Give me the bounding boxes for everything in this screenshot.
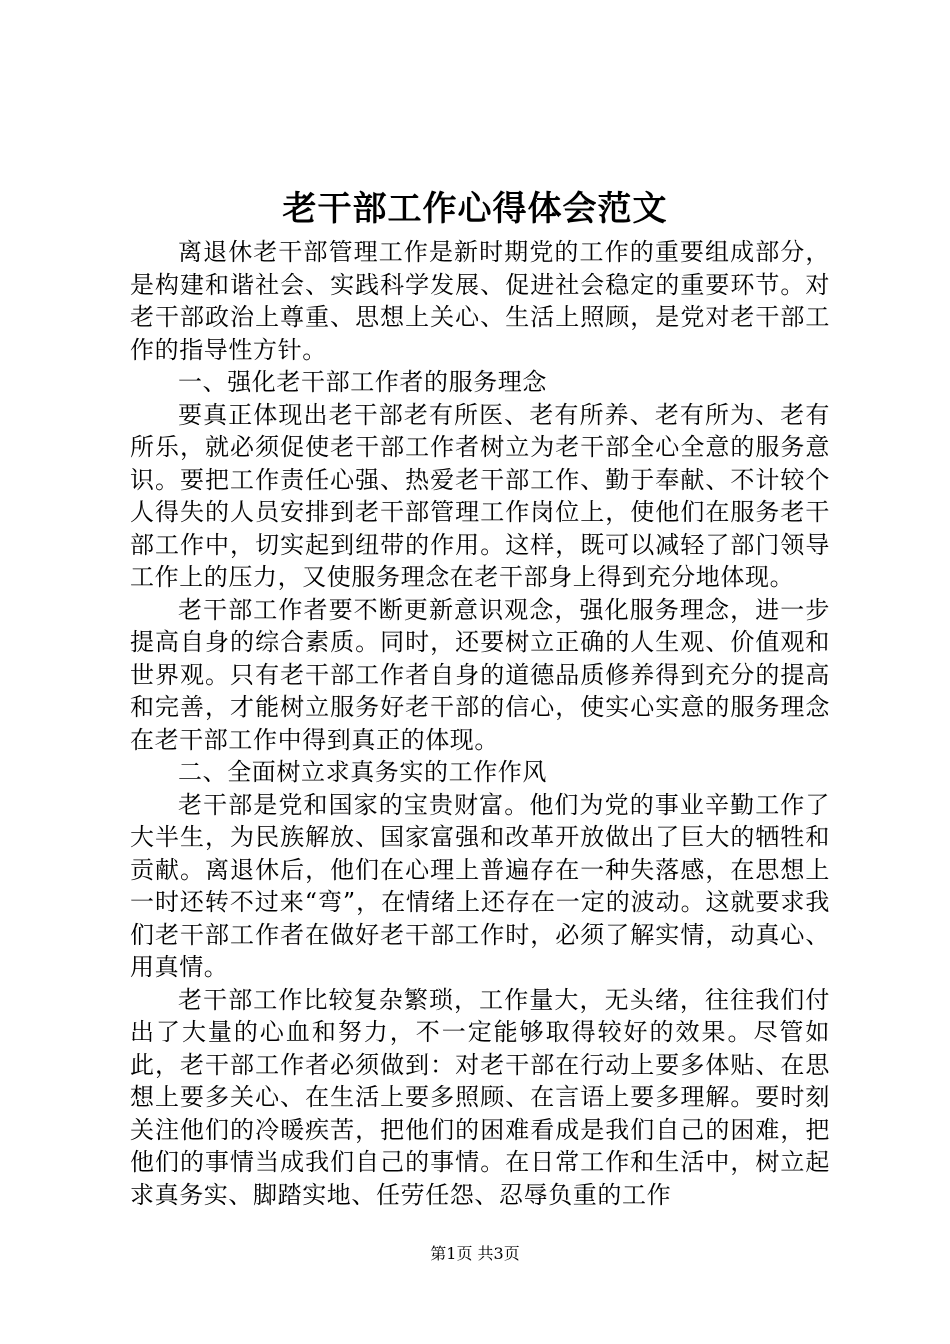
paragraph: 要真正体现出老干部老有所医、老有所养、老有所为、老有所乐，就必须促使老干部工作者树立为老干部全心全意的服务意识。要把工作责任心强、热爱老干部工作、勤于奉献、不计较个人得失的人员安排到老干部管理工作岗位上，使他们在服务老干部工作中，切实起到纽带的作用。这样，既可以减轻了部门领导工作上的压力，又使服务理念在老干部身上得到充分地体现。 — [130, 400, 830, 591]
page-footer: 第1页 共3页 — [430, 1244, 520, 1263]
paragraph: 老干部工作者要不断更新意识观念，强化服务理念，进一步提高自身的综合素质。同时，还要树立正确的人生观、价值观和世界观。只有老干部工作者自身的道德品质修养得到充分的提高和完善，才能树立服务好老干部的信心，使实心实意的服务理念在老干部工作中得到真正的体现。 — [130, 595, 830, 754]
paragraph: 老干部是党和国家的宝贵财富。他们为党的事业辛勤工作了大半生，为民族解放、国家富强和改革开放做出了巨大的牺牲和贡献。离退休后，他们在心理上普遍存在一种失落感，在思想上一时还转不过来“弯”，在情绪上还存在一定的波动。这就要求我们老干部工作者在做好老干部工作时，必须了解实情，动真心、用真情。 — [130, 790, 830, 981]
paragraph-intro: 离退休老干部管理工作是新时期党的工作的重要组成部分，是构建和谐社会、实践科学发展、促进社会稳定的重要环节。对老干部政治上尊重、思想上关心、生活上照顾，是党对老干部工作的指导性方针。 — [130, 238, 830, 364]
section-heading-2: 二、全面树立求真务实的工作作风 — [178, 758, 547, 786]
document-body — [130, 236, 830, 1211]
paragraph: 老干部工作比较复杂繁琐，工作量大，无头绪，往往我们付出了大量的心血和努力，不一定能够取得较好的效果。尽管如此，老干部工作者必须做到：对老干部在行动上要多体贴、在思想上要多关心、在生活上要多照顾、在言语上要多理解。要时刻关注他们的冷暖疾苦，把他们的困难看成是我们自己的困难，把他们的事情当成我们自己的事情。在日常工作和生活中，树立起求真务实、脚踏实地、任劳任怨、忍辱负重的工作 — [130, 985, 830, 1209]
document-title: 老干部工作心得体会范文 — [282, 189, 668, 229]
section-heading-1: 一、强化老干部工作者的服务理念 — [178, 368, 547, 396]
